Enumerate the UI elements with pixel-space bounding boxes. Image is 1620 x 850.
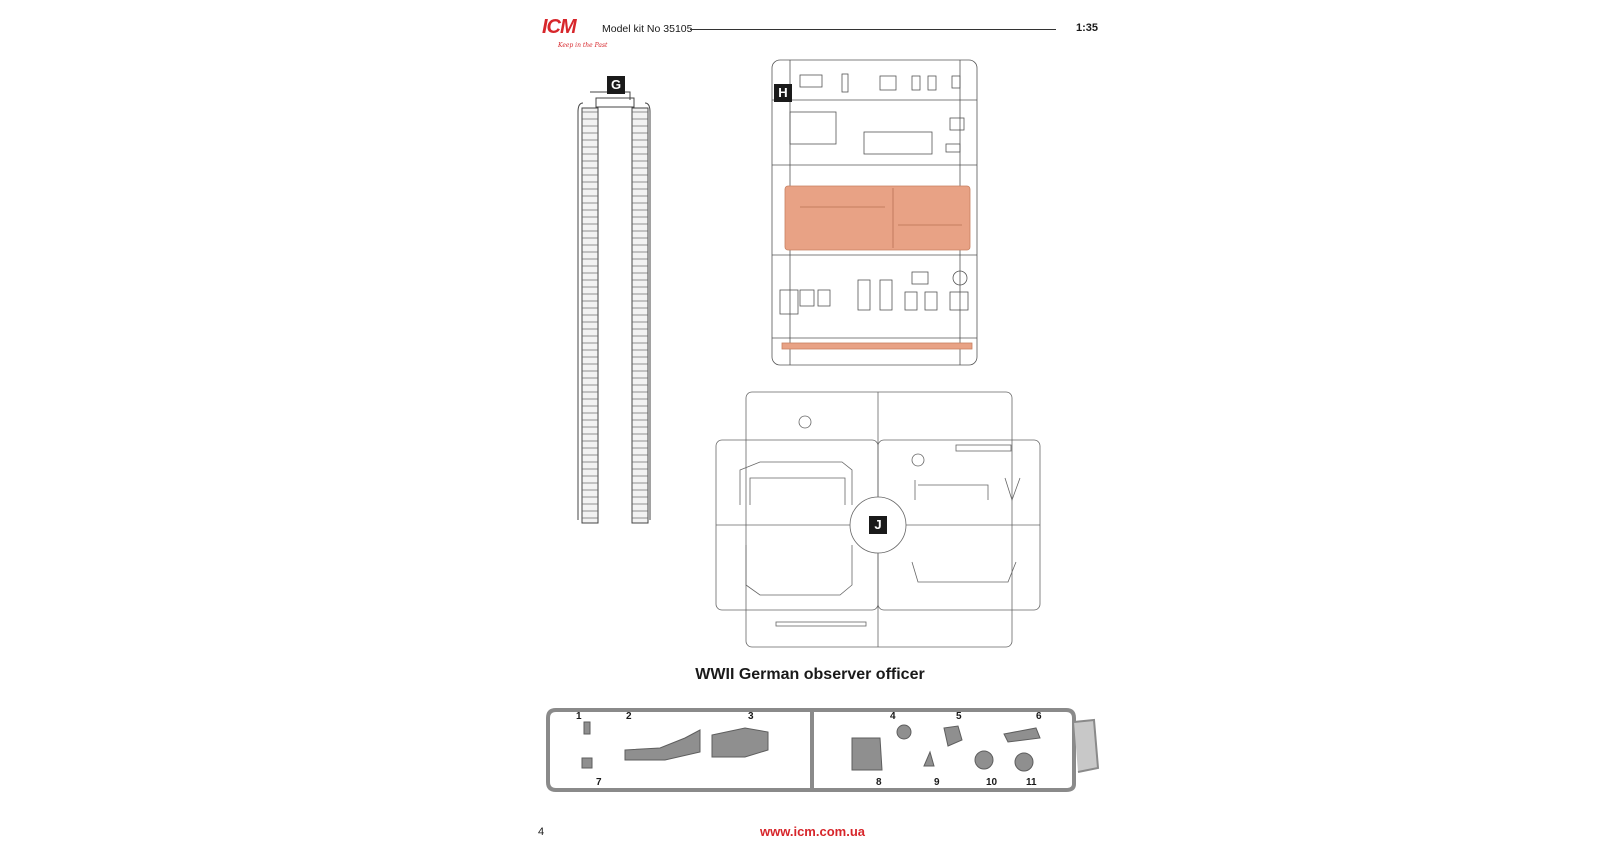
sprue-h-label: H <box>774 84 792 102</box>
part-number-6: 6 <box>1036 711 1042 722</box>
website-link[interactable]: www.icm.com.ua <box>760 824 865 839</box>
kit-number-label: Model kit No 35105 <box>602 23 693 35</box>
part-number-2: 2 <box>626 711 632 722</box>
part-number-7: 7 <box>596 777 602 788</box>
page-number: 4 <box>538 826 545 838</box>
part-number-11: 11 <box>1026 777 1037 788</box>
part-number-10: 10 <box>986 777 998 788</box>
logo-tagline: Keep in the Past <box>558 42 608 49</box>
part-number-3: 3 <box>748 711 754 722</box>
part-number-8: 8 <box>876 777 882 788</box>
sprue-g <box>578 92 650 523</box>
figure-section-title: WWII German observer officer <box>695 666 925 683</box>
sprue-g-label: G <box>607 76 625 94</box>
part-number-4: 4 <box>890 711 896 722</box>
scale-label: 1:35 <box>1075 22 1098 34</box>
logo-text: ICM <box>542 16 576 38</box>
part-number-1: 1 <box>576 711 582 722</box>
sprue-j-label: J <box>869 516 887 534</box>
part-number-9: 9 <box>934 777 940 788</box>
part-number-5: 5 <box>956 711 962 722</box>
sprue-h <box>772 60 977 365</box>
